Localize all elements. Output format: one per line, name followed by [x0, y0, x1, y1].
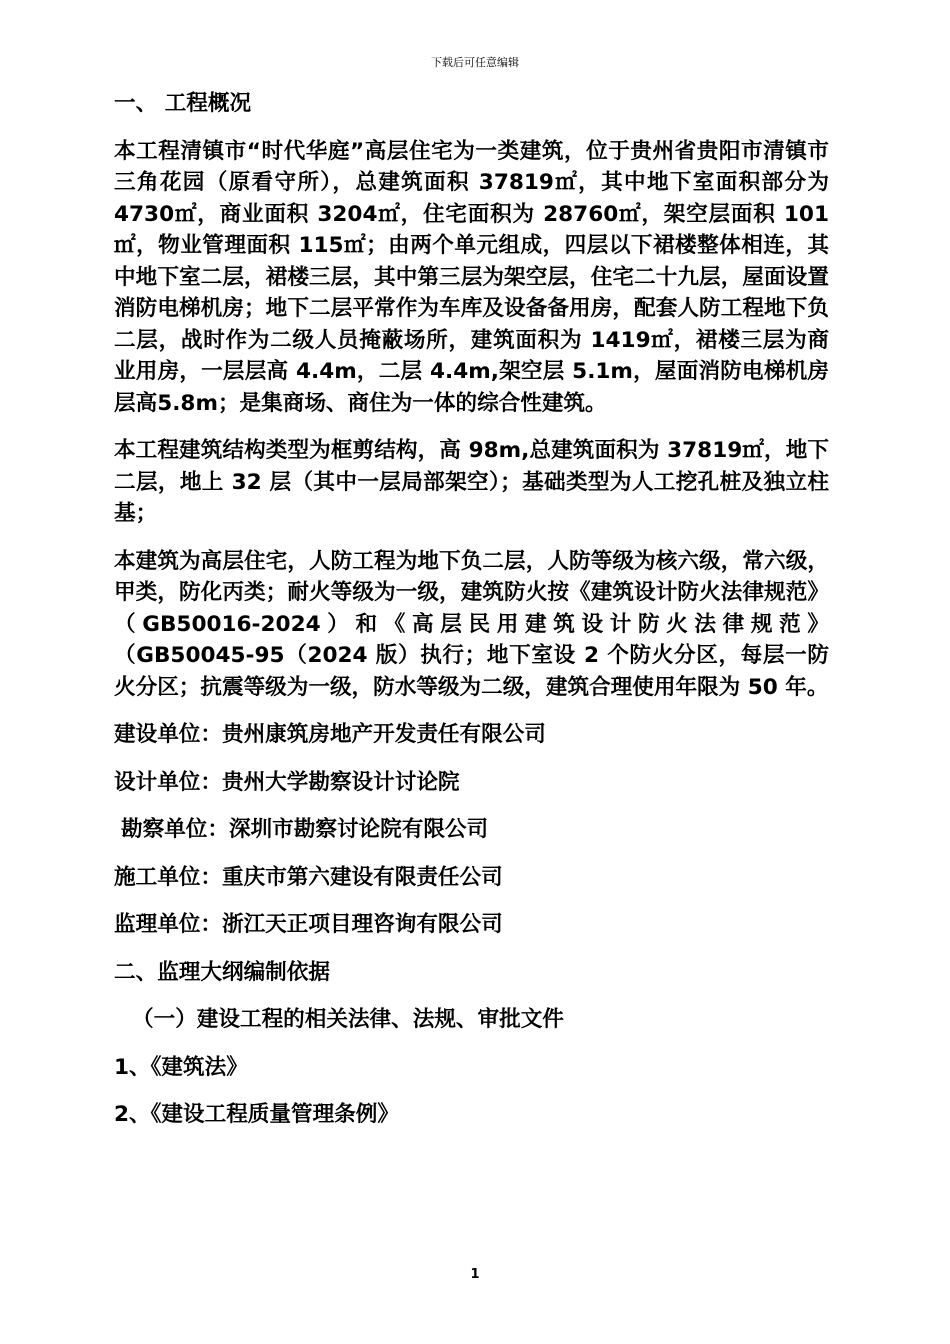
paragraph-fire-protection: 本建筑为高层住宅，人防工程为地下负二层，人防等级为核六级，常六级，甲类，防化丙类；耐火等级为一级，建筑防火按《建筑设计防火法律规范》（GB50016-2024）和《高层民用建筑设计防火法律规范》（GB50045-95（2024 版）执行；地下室设 2 个防火分区，每层一防火分区；抗震等级为一级，防水等级为二级，建筑合理使用年限为 50 年。 — [114, 548, 829, 700]
document-body — [114, 88, 829, 1147]
unit-design: 设计单位：贵州大学勘察设计讨论院 — [114, 769, 460, 795]
section-heading-basis: 二、监理大纲编制依据 — [114, 959, 330, 985]
subheading-laws: （一）建设工程的相关法律、法规、审批文件 — [132, 1007, 564, 1032]
unit-contractor: 施工单位：重庆市第六建设有限责任公司 — [114, 864, 503, 890]
list-item: 2、《建设工程质量管理条例》 — [114, 1102, 399, 1127]
unit-construction: 建设单位：贵州康筑房地产开发责任有限公司 — [114, 722, 546, 747]
header-note: 下载后可任意编辑 — [431, 56, 519, 69]
list-item: 1、《建筑法》 — [114, 1054, 248, 1080]
section-heading-overview: 一、 工程概况 — [114, 91, 252, 116]
paragraph-structure: 本工程建筑结构类型为框剪结构，高 98m,总建筑面积为 37819㎡，地下二层，地上 32 层（其中一层局部架空）；基础类型为人工挖孔桩及独立柱基； — [114, 438, 829, 526]
page-number: 1 — [470, 1267, 480, 1282]
paragraph-overview: 本工程清镇市“时代华庭”高层住宅为一类建筑，位于贵州省贵阳市清镇市三角花园（原看守所），总建筑面积 37819㎡，其中地下室面积部分为 4730㎡，商业面积 3204㎡，住宅面积为 28760㎡，架空层面积 101㎡，物业管理面积 115㎡；由两个单元组成，四层以下裙楼整体相连，其中地下室二层，裙楼三层，其中第三层为架空层，住宅二十九层，屋面设置消防电梯机房；地下二层平常作为车库及设备备用房，配套人防工程地下负二层，战时作为二级人员掩蔽场所，建筑面积为 1419㎡，裙楼三层为商业用房，一层层高 4.4m，二层 4.4m,架空层 5.1m，屋面消防电梯机房层高5.8m；是集商场、商住为一体的综合性建筑。 — [114, 138, 829, 416]
unit-supervision: 监理单位：浙江天正项目理咨询有限公司 — [114, 912, 503, 937]
unit-survey: 勘察单位：深圳市勘察讨论院有限公司 — [121, 817, 489, 842]
